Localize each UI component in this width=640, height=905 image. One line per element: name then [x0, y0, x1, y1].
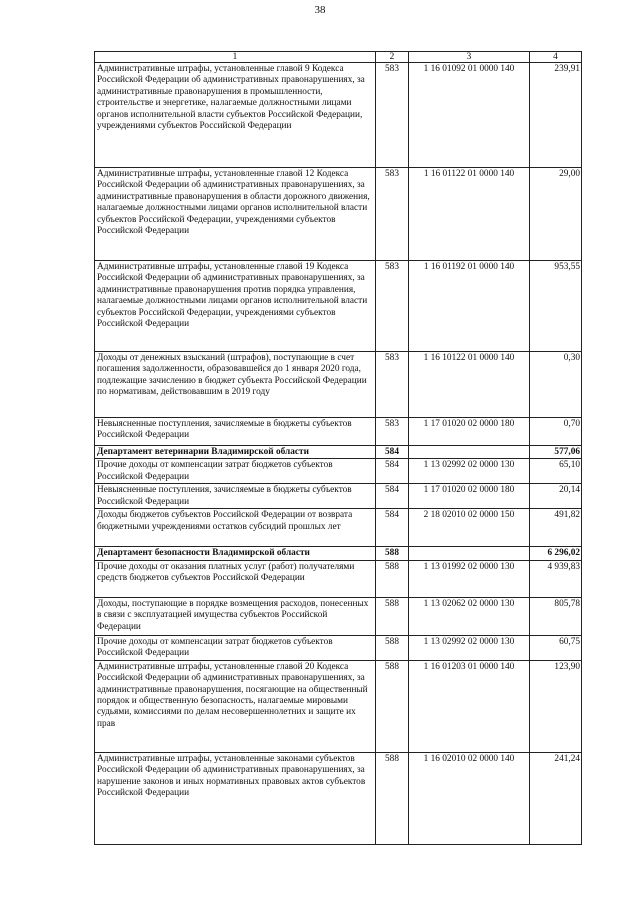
cell-admin-code: 583: [376, 261, 409, 352]
cell-description: Прочие доходы от оказания платных услуг (работ) получателями средств бюджетов субъектов Российской Федерации: [95, 560, 376, 597]
header-col-1: 1: [95, 52, 376, 63]
cell-budget-code: 1 16 01122 01 0000 140: [409, 168, 530, 261]
revenue-table: [94, 51, 582, 845]
cell-admin-code: 588: [376, 560, 409, 597]
cell-budget-code: 1 16 01092 01 0000 140: [409, 63, 530, 168]
cell-description: Невыясненные поступления, зачисляемые в бюджеты субъектов Российской Федерации: [95, 484, 376, 509]
cell-budget-code: 1 16 01192 01 0000 140: [409, 261, 530, 352]
cell-amount: 123,90: [530, 660, 582, 752]
table-row: [95, 597, 582, 635]
table-row: [95, 261, 582, 352]
cell-amount: 491,82: [530, 509, 582, 547]
cell-budget-code: 1 17 01020 02 0000 180: [409, 418, 530, 446]
page-number: 38: [314, 4, 326, 16]
cell-admin-code: 583: [376, 418, 409, 446]
cell-admin-code: 588: [376, 660, 409, 752]
cell-amount: 577,06: [530, 446, 582, 459]
cell-admin-code: 584: [376, 509, 409, 547]
cell-amount: 4 939,83: [530, 560, 582, 597]
table-row: [95, 660, 582, 752]
table-row: [95, 484, 582, 509]
cell-amount: 60,75: [530, 635, 582, 660]
cell-description: Департамент ветеринарии Владимирской области: [95, 446, 376, 459]
cell-description: Доходы, поступающие в порядке возмещения расходов, понесенных в связи с эксплуатацией имущества субъектов Российской Федерации: [95, 597, 376, 635]
cell-description: Административные штрафы, установленные законами субъектов Российской Федерации об административных правонарушениях, за нарушение законов и иных нормативных правовых актов субъектов Российской Федерации: [95, 752, 376, 844]
table-row: [95, 459, 582, 484]
table-row: [95, 509, 582, 547]
cell-budget-code: 1 13 02992 02 0000 130: [409, 635, 530, 660]
table-header-row: [95, 52, 582, 63]
table-row: [95, 352, 582, 418]
cell-admin-code: 584: [376, 446, 409, 459]
cell-admin-code: 588: [376, 597, 409, 635]
cell-admin-code: 584: [376, 459, 409, 484]
table-row: [95, 635, 582, 660]
cell-amount: 241,24: [530, 752, 582, 844]
cell-description: Административные штрафы, установленные главой 9 Кодекса Российской Федерации об административных правонарушениях, за административные правонарушения в промышленности, строительстве и энергетике, налагаемые должностными лицами органов исполнительной власти субъектов Российской Федерации, учреждениями субъектов Российской Федерации: [95, 63, 376, 168]
cell-description: Доходы от денежных взысканий (штрафов), поступающие в счет погашения задолженности, образовавшейся до 1 января 2020 года, подлежащие зачислению в бюджет субъекта Российской Федерации по нормативам, действовавшим в 2019 году: [95, 352, 376, 418]
cell-description: Доходы бюджетов субъектов Российской Федерации от возврата бюджетными учреждениями остатков субсидий прошлых лет: [95, 509, 376, 547]
cell-budget-code: 1 16 02010 02 0000 140: [409, 752, 530, 844]
cell-admin-code: 588: [376, 752, 409, 844]
cell-budget-code: 1 13 02992 02 0000 130: [409, 459, 530, 484]
table-row: [95, 63, 582, 168]
table-row: [95, 752, 582, 844]
cell-budget-code: 2 18 02010 02 0000 150: [409, 509, 530, 547]
cell-admin-code: 583: [376, 63, 409, 168]
cell-description: Прочие доходы от компенсации затрат бюджетов субъектов Российской Федерации: [95, 459, 376, 484]
header-col-3: 3: [409, 52, 530, 63]
department-row: [95, 547, 582, 560]
cell-amount: 6 296,02: [530, 547, 582, 560]
cell-description: Административные штрафы, установленные главой 19 Кодекса Российской Федерации об административных правонарушениях, за административные правонарушения против порядка управления, налагаемые должностными лицами органов исполнительной власти субъектов Российской Федерации, учреждениями субъектов Российской Федерации: [95, 261, 376, 352]
department-row: [95, 446, 582, 459]
cell-budget-code: 1 13 02062 02 0000 130: [409, 597, 530, 635]
cell-amount: 65,10: [530, 459, 582, 484]
cell-admin-code: 583: [376, 352, 409, 418]
cell-description: Административные штрафы, установленные главой 12 Кодекса Российской Федерации об административных правонарушениях, за административные правонарушения в области дорожного движения, налагаемые должностными лицами органов исполнительной власти субъектов Российской Федерации, учреждениями субъектов Российской Федерации: [95, 168, 376, 261]
cell-budget-code: 1 16 01203 01 0000 140: [409, 660, 530, 752]
cell-description: Невыясненные поступления, зачисляемые в бюджеты субъектов Российской Федерации: [95, 418, 376, 446]
cell-budget-code: [409, 446, 530, 459]
header-col-4: 4: [530, 52, 582, 63]
cell-admin-code: 584: [376, 484, 409, 509]
cell-budget-code: 1 16 10122 01 0000 140: [409, 352, 530, 418]
table-row: [95, 560, 582, 597]
cell-budget-code: 1 17 01020 02 0000 180: [409, 484, 530, 509]
header-col-2: 2: [376, 52, 409, 63]
cell-amount: 0,70: [530, 418, 582, 446]
table-row: [95, 418, 582, 446]
cell-budget-code: [409, 547, 530, 560]
cell-admin-code: 583: [376, 168, 409, 261]
cell-amount: 805,78: [530, 597, 582, 635]
cell-amount: 239,91: [530, 63, 582, 168]
cell-description: Прочие доходы от компенсации затрат бюджетов субъектов Российской Федерации: [95, 635, 376, 660]
cell-description: Департамент безопасности Владимирской области: [95, 547, 376, 560]
cell-description: Административные штрафы, установленные главой 20 Кодекса Российской Федерации об административных правонарушениях, за административные правонарушения, посягающие на общественный порядок и общественную безопасность, налагаемые мировыми судьями, комиссиями по делам несовершеннолетних и защите их прав: [95, 660, 376, 752]
cell-amount: 29,00: [530, 168, 582, 261]
cell-amount: 20,14: [530, 484, 582, 509]
table-row: [95, 168, 582, 261]
cell-budget-code: 1 13 01992 02 0000 130: [409, 560, 530, 597]
cell-amount: 953,55: [530, 261, 582, 352]
table-body: [95, 52, 582, 845]
cell-admin-code: 588: [376, 547, 409, 560]
cell-admin-code: 588: [376, 635, 409, 660]
cell-amount: 0,30: [530, 352, 582, 418]
